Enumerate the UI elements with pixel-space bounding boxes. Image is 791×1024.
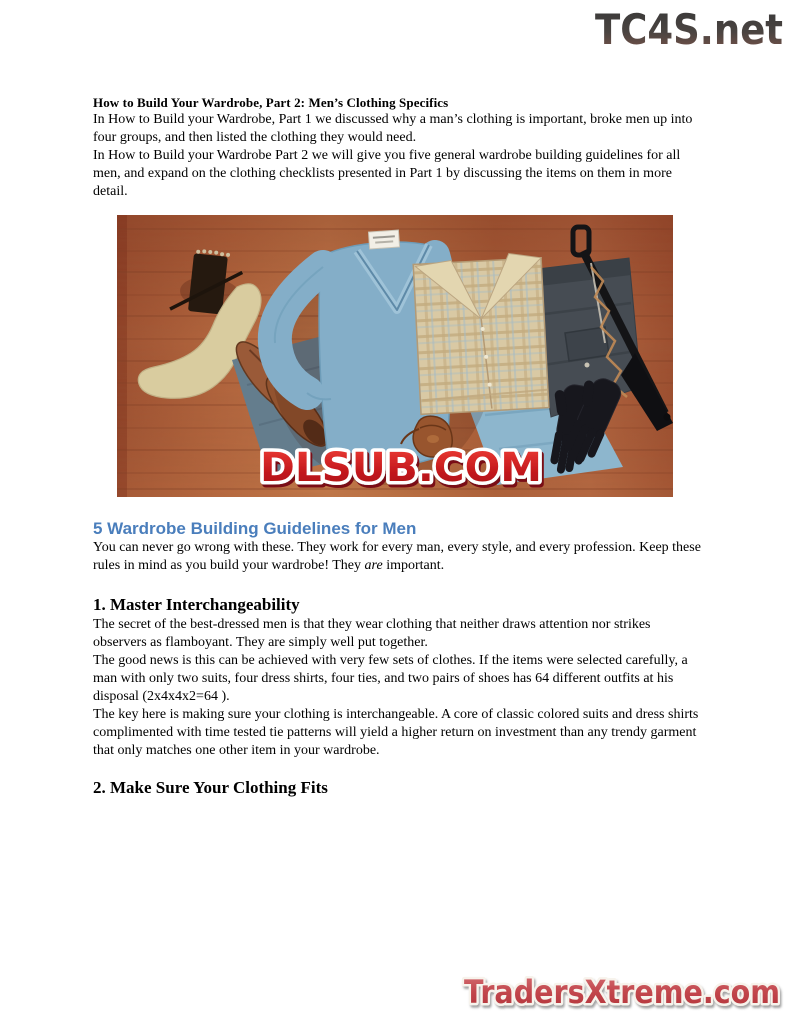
guidelines-heading: 5 Wardrobe Building Guidelines for Men	[93, 519, 417, 538]
section-1-paragraph-3: The key here is making sure your clothing is interchangeable. A core of classic colored suits and dress shirts complimented with time tested tie patterns will yield a higher return on investment than any trendy garment that only matches one other item in your wardrobe.	[93, 707, 699, 758]
guidelines-intro-emphasis: are	[364, 558, 383, 573]
tradersxtreme-logo	[457, 970, 787, 1014]
article-body	[93, 0, 705, 799]
section-heading-1: 1. Master Interchangeability	[93, 595, 300, 614]
article-title: How to Build Your Wardrobe, Part 2: Men’s Clothing Specifics	[93, 95, 449, 110]
guidelines-intro-text-end: important.	[382, 558, 445, 573]
section-1-paragraph-2: The good news is this can be achieved with very few sets of clothes. If the items were selected carefully, a man with only two suits, four dress shirts, four ties, and two pairs of shoes has 64 different outfits at his disposal (2x4x4x2=64 ).	[93, 653, 688, 704]
sweater-label	[368, 230, 399, 249]
tc4s-logo-text: TC4S.net	[595, 5, 783, 52]
intro-paragraph-2: In How to Build your Wardrobe Part 2 we will give you five general wardrobe building guidelines for all men, and expand on the clothing checklists presented in Part 1 by discussing the items on them in more detail.	[93, 148, 681, 199]
dlsub-watermark: DLSUB.COM	[260, 445, 542, 491]
guidelines-intro-text: You can never go wrong with these. They work for every man, every style, and every profession. Keep these rules in mind as you build your wardrobe! They	[93, 540, 701, 573]
section-heading-2: 2. Make Sure Your Clothing Fits	[93, 778, 328, 797]
wardrobe-photo	[117, 215, 673, 497]
section-1-paragraph-1: The secret of the best-dressed men is that they wear clothing that neither draws attention nor strikes observers as flamboyant. They are simply well put together.	[93, 617, 651, 650]
plaid-shirt	[413, 252, 549, 414]
tradersxtreme-logo-text: TradersXtreme.com	[464, 973, 780, 1011]
guidelines-intro-paragraph	[93, 539, 705, 575]
intro-paragraph-1: In How to Build your Wardrobe, Part 1 we discussed why a man’s clothing is important, broke men up into four groups, and then listed the clothing they would need.	[93, 112, 693, 145]
